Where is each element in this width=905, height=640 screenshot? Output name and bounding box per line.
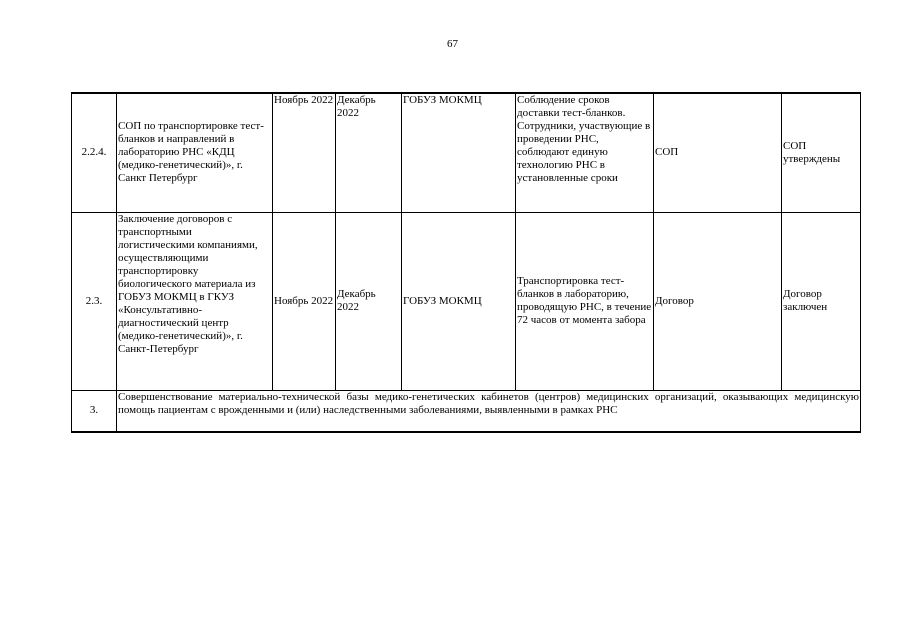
end-date: Декабрь 2022 (336, 212, 402, 390)
expected-result: Транспортировка тест-бланков в лабораторию, проводящую РНС, в течение 72 часов от момента забора (516, 212, 654, 390)
action-plan-table (71, 92, 861, 433)
expected-result: Соблюдение сроков доставки тест-бланков. Сотрудники, участвующие в проведении РНС, соблюдают единую технологию РНС в установленные сроки (516, 93, 654, 212)
row-number: 2.2.4. (72, 93, 117, 212)
start-date: Ноябрь 2022 (273, 212, 336, 390)
page-number: 67 (447, 38, 458, 50)
end-date: Декабрь 2022 (336, 93, 402, 212)
start-date: Ноябрь 2022 (273, 93, 336, 212)
document-type: Договор (654, 212, 782, 390)
section-title: Совершенствование материально-технической базы медико-генетических кабинетов (центров) медицинских организаций, оказывающих медицинскую помощь пациентам с врожденными и (или) наследственными заболеваниями, выявленными в рамках РНС (117, 390, 861, 432)
row-number: 2.3. (72, 212, 117, 390)
document-type: СОП (654, 93, 782, 212)
activity-name: Заключение договоров с транспортными логистическими компаниями, осуществляющими транспортировку биологического материала из ГОБУЗ МОКМЦ в ГКУЗ «Консультативно-диагностический центр (медико-генетический)», г. Санкт-Петербург (117, 212, 273, 390)
activity-name: СОП по транспортировке тест-бланков и направлений в лабораторию РНС «КДЦ (медико-генетический)», г. Санкт Петербург (117, 93, 273, 212)
status-text: СОП утверждены (782, 93, 861, 212)
table-row (72, 93, 861, 212)
section-number: 3. (72, 390, 117, 432)
table-row (72, 212, 861, 390)
responsible-org: ГОБУЗ МОКМЦ (402, 93, 516, 212)
responsible-org: ГОБУЗ МОКМЦ (402, 212, 516, 390)
status-text: Договор заключен (782, 212, 861, 390)
section-row (72, 390, 861, 432)
